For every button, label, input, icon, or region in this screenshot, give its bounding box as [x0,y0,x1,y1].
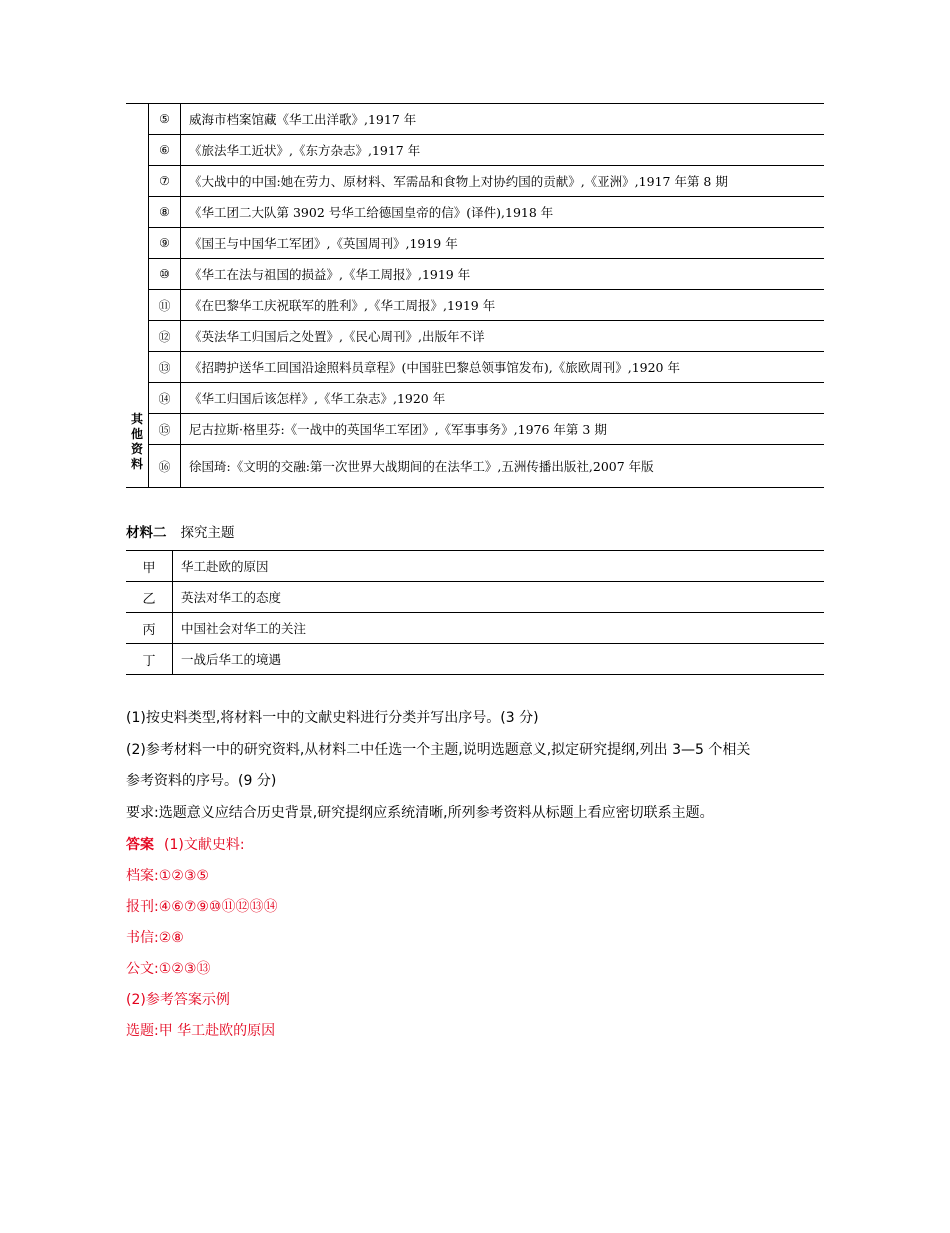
topic-key: 丁 [126,644,173,675]
topic-value: 一战后华工的境遇 [173,644,825,675]
material2-title: 材料二 [126,525,167,541]
reference-text: 《国王与中国华工军团》,《英国周刊》,1919 年 [181,228,825,259]
material2-subtitle: 探究主题 [180,525,235,541]
reference-row [126,383,824,414]
reference-number: ⑨ [149,228,181,259]
answer-line7: 选题:甲 华工赴欧的原因 [126,1023,276,1039]
reference-text: 《招聘护送华工回国沿途照料员章程》(中国驻巴黎总领事馆发布),《旅欧周刊》,1920 年 [181,352,825,383]
reference-number: ⑯ [149,445,181,488]
group-label-char: 料 [130,456,143,471]
topic-row [126,582,824,613]
topic-value: 英法对华工的态度 [173,582,825,613]
requirement: 要求:选题意义应结合历史背景,研究提纲应系统清晰,所列参考资料从标题上看应密切联系主题。 [126,805,714,821]
topic-row [126,644,824,675]
reference-text: 《华工团二大队第 3902 号华工给德国皇帝的信》(译件),1918 年 [181,197,825,228]
reference-text: 尼古拉斯·格里芬:《一战中的英国华工军团》,《军事事务》,1976 年第 3 期 [181,414,825,445]
answer-line5: 公文:①②③⑬ [126,961,211,977]
reference-text: 威海市档案馆藏《华工出洋歌》,1917 年 [181,104,825,135]
references-table [126,103,824,488]
reference-number: ⑪ [149,290,181,321]
reference-row [126,228,824,259]
reference-number: ⑥ [149,135,181,166]
reference-number: ⑬ [149,352,181,383]
answer-part1-title: (1)文献史料: [164,837,245,853]
reference-number: ⑦ [149,166,181,197]
group-label-char: 其 [130,411,143,426]
reference-row [126,135,824,166]
topic-value: 华工赴欧的原因 [173,551,825,582]
topic-row [126,551,824,582]
answer-line6: (2)参考答案示例 [126,992,230,1008]
reference-number: ⑩ [149,259,181,290]
topic-value: 中国社会对华工的关注 [173,613,825,644]
reference-text: 《英法华工归国后之处置》,《民心周刊》,出版年不详 [181,321,825,352]
group-label-char: 资 [130,441,143,456]
answer-label: 答案 [126,837,154,853]
reference-row [126,290,824,321]
topic-key: 乙 [126,582,173,613]
answer-line1 [126,834,245,854]
answer-line2: 档案:①②③⑤ [126,868,209,884]
answer-line3: 报刊:④⑥⑦⑨⑩⑪⑫⑬⑭ [126,899,278,915]
reference-row [126,445,824,488]
topic-key: 甲 [126,551,173,582]
reference-text: 《华工归国后该怎样》,《华工杂志》,1920 年 [181,383,825,414]
reference-text: 《在巴黎华工庆祝联军的胜利》,《华工周报》,1919 年 [181,290,825,321]
reference-number: ⑧ [149,197,181,228]
question-2-line2: 参考资料的序号。(9 分) [126,773,277,789]
question-1: (1)按史料类型,将材料一中的文献史料进行分类并写出序号。(3 分) [126,710,539,726]
topic-key: 丙 [126,613,173,644]
group-cell-other [126,411,149,488]
reference-text: 徐国琦:《文明的交融:第一次世界大战期间的在法华工》,五洲传播出版社,2007 年版 [181,445,825,488]
reference-text: 《大战中的中国:她在劳力、原材料、军需品和食物上对协约国的贡献》,《亚洲》,1917 年第 8 期 [181,166,825,197]
topics-table [126,550,824,675]
reference-number: ⑮ [149,414,181,445]
reference-row [126,321,824,352]
reference-number: ⑭ [149,383,181,414]
material2-heading [126,521,235,541]
reference-number: ⑫ [149,321,181,352]
reference-number: ⑤ [149,104,181,135]
answer-line4: 书信:②⑧ [126,930,184,946]
reference-row [126,414,824,445]
reference-row [126,197,824,228]
reference-row [126,352,824,383]
reference-row [126,166,824,197]
reference-row [126,259,824,290]
topic-row [126,613,824,644]
reference-text: 《华工在法与祖国的损益》,《华工周报》,1919 年 [181,259,825,290]
question-2-line1: (2)参考材料一中的研究资料,从材料二中任选一个主题,说明选题意义,拟定研究提纲,列出 3—5 个相关 [126,742,751,758]
reference-text: 《旅法华工近状》,《东方杂志》,1917 年 [181,135,825,166]
reference-row [126,104,824,135]
group-cell-documents [126,104,149,414]
group-label-char: 他 [130,426,143,441]
other-materials-label [126,412,148,472]
